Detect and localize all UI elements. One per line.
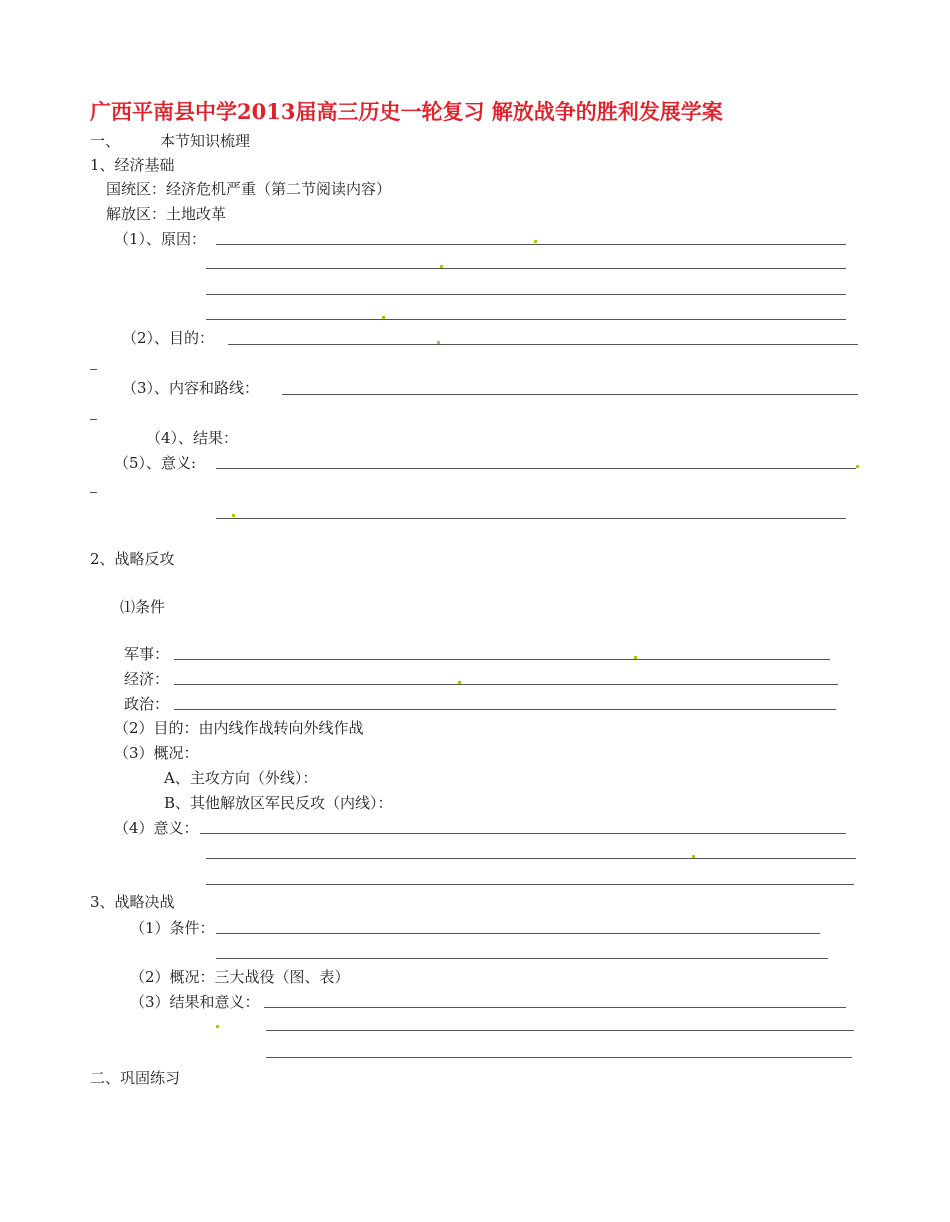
purpose-answer-line[interactable]	[228, 344, 858, 345]
part2-meaning-line-3[interactable]	[206, 884, 854, 885]
section2-heading: 二、巩固练习	[90, 1069, 181, 1087]
politics-answer-line[interactable]	[174, 709, 836, 710]
reason-answer-line-4[interactable]	[206, 319, 846, 320]
reason-answer-line-2[interactable]	[206, 268, 846, 269]
part3-condition-line-2[interactable]	[216, 958, 828, 959]
part2-overview-label: （3）概况：	[114, 744, 199, 762]
continuation-dash	[90, 492, 97, 493]
part2-heading: 2、战略反攻	[90, 550, 175, 568]
part3-overview: （2）概况：三大战役（图、表）	[130, 968, 350, 986]
part3-heading: 3、战略决战	[90, 893, 175, 911]
part2-overview-b: B、其他解放区军民反攻（内线）：	[164, 794, 393, 812]
marker-dot	[692, 855, 695, 858]
part1-purpose-label: （2）、目的：	[122, 329, 215, 347]
military-answer-line[interactable]	[174, 659, 830, 660]
marker-dot	[437, 341, 440, 344]
marker-dot	[382, 316, 385, 319]
meaning-answer-line-1[interactable]	[216, 468, 856, 469]
part1-content-label: （3）、内容和路线：	[122, 379, 260, 397]
marker-dot	[856, 465, 859, 468]
part2-military-label: 军事：	[124, 645, 170, 663]
meaning-answer-line-2[interactable]	[216, 518, 846, 519]
part2-politics-label: 政治：	[124, 695, 170, 713]
part2-condition-label: ⑴条件	[120, 598, 166, 616]
section1-number: 一、	[90, 132, 121, 150]
part3-condition-label: （1）条件：	[130, 919, 215, 937]
reason-answer-line-1[interactable]	[216, 244, 846, 245]
marker-dot	[232, 514, 235, 517]
economy-answer-line[interactable]	[174, 684, 838, 685]
marker-dot	[440, 265, 443, 268]
part3-condition-line-1[interactable]	[216, 933, 820, 934]
marker-dot	[634, 656, 637, 659]
document-title: 广西平南县中学2013届高三历史一轮复习 解放战争的胜利发展学案	[90, 99, 723, 124]
section1-heading: 本节知识梳理	[160, 132, 251, 150]
part2-overview-a: A、主攻方向（外线）：	[164, 769, 318, 787]
content-answer-line[interactable]	[282, 394, 858, 395]
part3-result-line-2[interactable]	[266, 1030, 854, 1031]
part2-meaning-label: （4）意义：	[114, 819, 199, 837]
marker-dot	[534, 240, 537, 243]
part3-result-line-1[interactable]	[264, 1007, 846, 1008]
part3-result-label: （3）结果和意义：	[130, 993, 260, 1011]
part1-heading: 1、经济基础	[90, 156, 175, 174]
part1-jfq: 解放区：土地改革	[106, 205, 227, 223]
part2-meaning-line-2[interactable]	[206, 858, 856, 859]
part1-reason-label: （1）、原因：	[114, 230, 207, 248]
marker-dot	[458, 681, 461, 684]
continuation-dash	[90, 369, 97, 370]
part2-economy-label: 经济：	[124, 670, 170, 688]
marker-dot	[216, 1025, 219, 1028]
part2-purpose: （2）目的：由内线作战转向外线作战	[114, 719, 364, 737]
part1-result-label: （4）、结果：	[146, 429, 239, 447]
continuation-dash	[90, 419, 97, 420]
part2-meaning-line-1[interactable]	[200, 833, 846, 834]
part3-result-line-3[interactable]	[266, 1057, 852, 1058]
part1-gmd: 国统区：经济危机严重（第二节阅读内容）	[106, 180, 392, 198]
part1-meaning-label: （5）、意义:	[114, 454, 197, 472]
reason-answer-line-3[interactable]	[206, 294, 846, 295]
